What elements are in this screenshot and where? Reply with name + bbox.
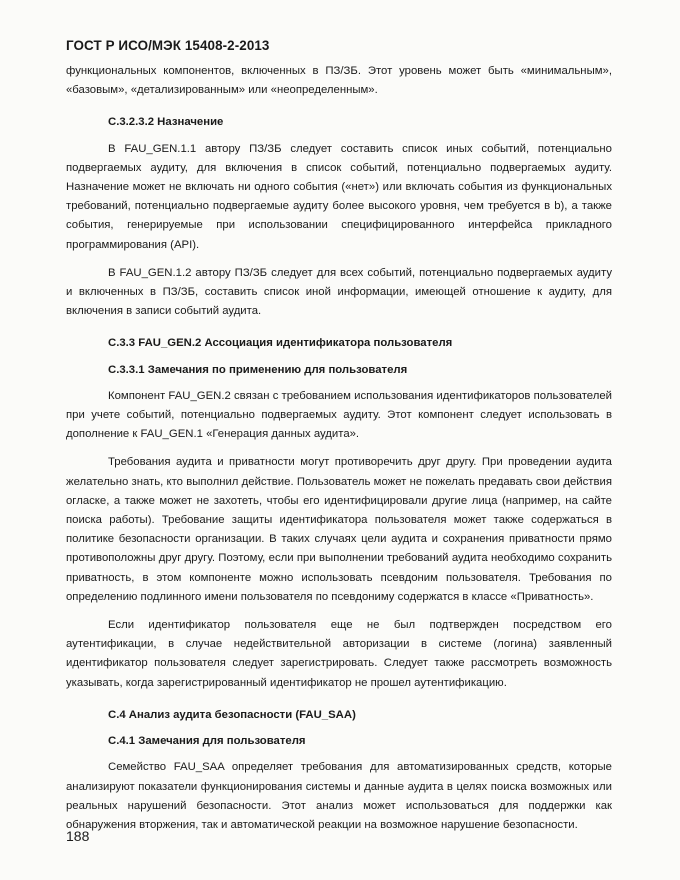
section-heading-c-3-3: C.3.3 FAU_GEN.2 Ассоциация идентификатора пользователя [108,337,453,350]
section-heading-c-4-1: C.4.1 Замечания для пользователя [108,735,306,748]
section-heading-c-4: C.4 Анализ аудита безопасности (FAU_SAA) [108,708,356,721]
document-header: ГОСТ Р ИСО/МЭК 15408-2-2013 [66,38,270,53]
paragraph-user-identifier: Если идентификатор пользователя еще не был подтвержден посредством его аутентификации, в случае недействительной авторизации в системе (логина) заявленный идентификатор пользователя следует зарегистрировать. Следует также рассмотреть возможность указывать, когда зарегистрированный идентификатор не прошел аутентификацию. [66,619,612,689]
paragraph-fau-saa: Семейство FAU_SAA определяет требования для автоматизированных средств, которые анализируют показатели функционирования системы и данные аудита в целях поиска возможных или реальных нарушений безопасности. Этот анализ может использоваться для поддержки как обнаружения вторжения, так и автоматической реакции на возможное нарушение безопасности. [66,761,612,831]
paragraph-fau-gen-1-2: В FAU_GEN.1.2 автору ПЗ/ЗБ следует для всех событий, потенциально подвергаемых аудиту и включенных в ПЗ/ЗБ, составить список иной информации, имеющей отношение к аудиту, для включения в записи событий аудита. [66,266,612,318]
section-heading-c-3-2-3-2: C.3.2.3.2 Назначение [108,116,224,129]
section-heading-c-3-3-1: C.3.3.1 Замечания по применению для пользователя [108,363,408,376]
paragraph-privacy: Требования аудита и приватности могут противоречить друг другу. При проведении аудита желательно знать, кто выполнил действие. Пользователь может не пожелать предавать свои действия огласке, а также может не захотеть, чтобы его идентифицировали другие лица (например, на сайте поиска работы). Требование защиты идентификатора пользователя может также содержаться в политике безопасности организации. В таких случаях цели аудита и сохранения приватности прямо противоположны друг другу. Поэтому, если при выполнении требований аудита необходимо сохранить приватность, в этом компоненте можно использовать псевдоним пользователя. Требования по определению подлинного имени пользователя по псевдониму содержатся в классе «Приватность». [66,456,612,603]
paragraph-fau-gen-1-1: В FAU_GEN.1.1 автору ПЗ/ЗБ следует составить список иных событий, потенциально подвергаемых аудиту, для включения в список событий, потенциально подвергаемых аудиту. Назначение может не включать ни одного события («нет») или включать события из функциональных требований, потенциально подвергаемые аудиту более высокого уровня, чем требуется в b), а также события, генерируемые при использовании специфицированного интерфейса прикладного программирования (API). [66,142,612,251]
page-number: 188 [66,828,90,844]
paragraph-fau-gen-2: Компонент FAU_GEN.2 связан с требованием использования идентификаторов пользователей при учете событий, потенциально подвергаемых аудиту. Этот компонент следует использовать в дополнение к FAU_GEN.1 «Генерация данных аудита». [66,389,612,441]
paragraph-continuation: функциональных компонентов, включенных в ПЗ/ЗБ. Этот уровень может быть «минимальным», «базовым», «детализированным» или «неопределенным». [66,65,612,97]
